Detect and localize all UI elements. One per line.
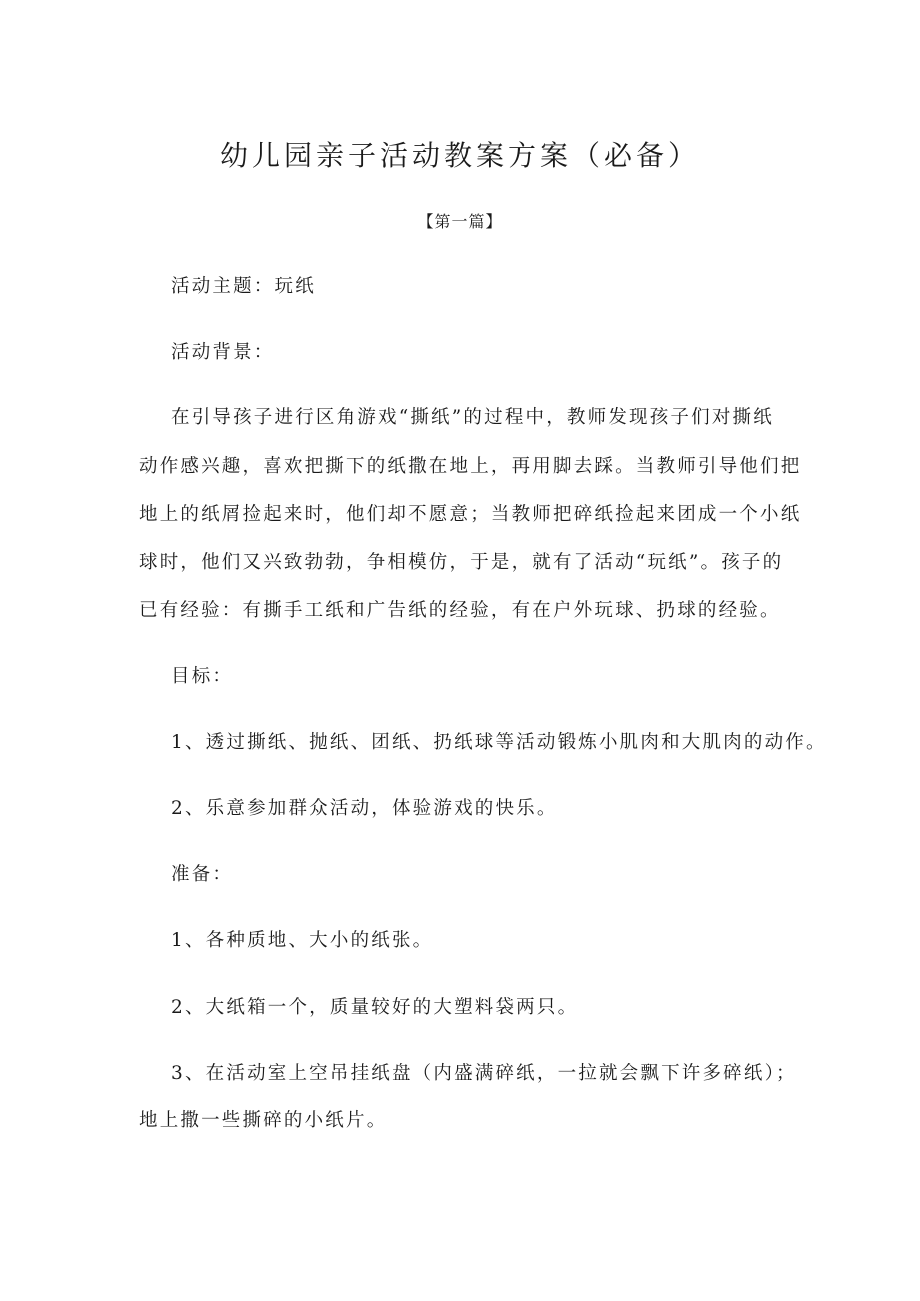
background-paragraph-line: 球时，他们又兴致勃勃，争相模仿，于是，就有了活动“玩纸”。孩子的 [139,552,784,573]
goal-item: 2、乐意参加群众活动，体验游戏的快乐。 [171,798,558,819]
preparation-item: 1、各种质地、大小的纸张。 [171,930,434,951]
background-paragraph-line: 已有经验：有撕手工纸和广告纸的经验，有在户外玩球、扔球的经验。 [139,600,781,621]
background-paragraph-line: 地上的纸屑捡起来时，他们却不愿意；当教师把碎纸捡起来团成一个小纸 [139,504,802,525]
document-title: 幼儿园亲子活动教案方案（必备） [219,139,700,172]
preparation-heading: 准备： [171,864,234,885]
activity-theme: 活动主题：玩纸 [171,276,316,297]
preparation-item: 3、在活动室上空吊挂纸盘（内盛满碎纸，一拉就会飘下许多碎纸）； [171,1063,797,1084]
preparation-item-continuation: 地上撒一些撕碎的小纸片。 [139,1110,388,1131]
preparation-item: 2、大纸箱一个，质量较好的大塑料袋两只。 [171,997,579,1018]
background-paragraph-line: 动作感兴趣，喜欢把撕下的纸撒在地上，再用脚去踩。当教师引导他们把 [139,456,802,477]
background-heading: 活动背景： [171,342,275,363]
goals-heading: 目标： [171,666,234,687]
background-paragraph-line: 在引导孩子进行区角游戏“撕纸”的过程中，教师发现孩子们对撕纸 [171,407,774,428]
goal-item: 1、透过撕纸、抛纸、团纸、扔纸球等活动锻炼小肌肉和大肌肉的动作。 [171,732,827,753]
section-label: 【第一篇】 [417,212,503,231]
